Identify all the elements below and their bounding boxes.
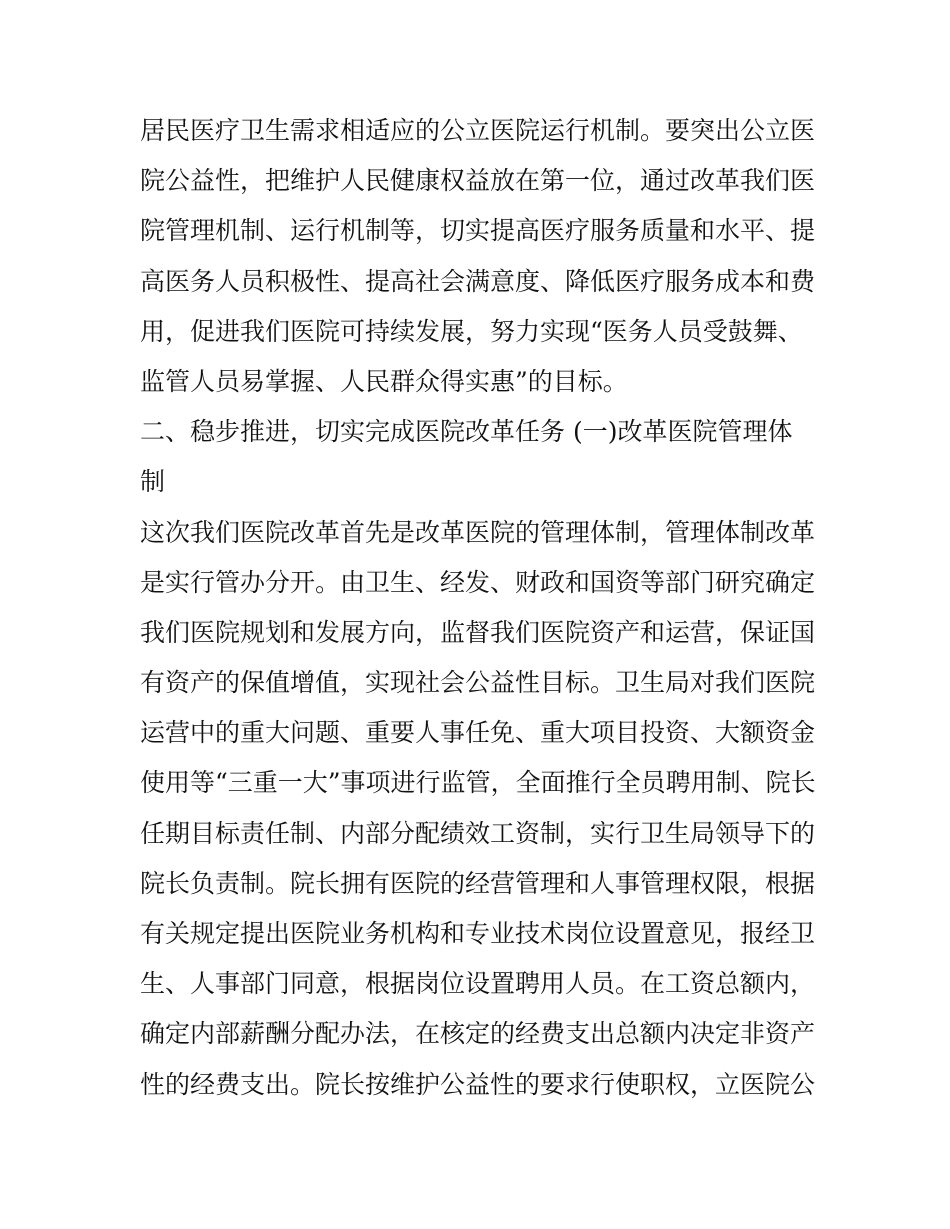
text-line: 院公益性，把维护人民健康权益放在第一位，通过改革我们医: [140, 166, 816, 196]
section-heading-line: 制: [140, 467, 166, 497]
text-line: 任期目标责任制、内部分配绩效工资制，实行卫生局领导下的: [140, 818, 816, 848]
text-line: 居民医疗卫生需求相适应的公立医院运行机制。要突出公立医: [140, 116, 816, 145]
text-line: 是实行管办分开。由卫生、经发、财政和国资等部门研究确定: [140, 567, 816, 597]
text-line: 有资产的保值增值，实现社会公益性目标。卫生局对我们医院: [140, 668, 816, 698]
text-line: 高医务人员积极性、提高社会满意度、降低医疗服务成本和费: [140, 266, 816, 296]
text-line: 有关规定提出医院业务机构和专业技术岗位设置意见，报经卫: [140, 919, 816, 948]
text-line: 用，促进我们医院可持续发展，努力实现“医务人员受鼓舞、: [140, 316, 803, 346]
text-line: 我们医院规划和发展方向，监督我们医院资产和运营，保证国: [140, 617, 816, 647]
section-heading-line: 二、稳步推进，切实完成医院改革任务 (一)改革医院管理体: [140, 417, 793, 447]
text-line: 监管人员易掌握、人民群众得实惠”的目标。: [140, 366, 628, 396]
body-text: [140, 106, 816, 1110]
text-line: 这次我们医院改革首先是改革医院的管理体制，管理体制改革: [140, 517, 816, 547]
text-line: 性的经费支出。院长按维护公益性的要求行使职权，立医院公: [140, 1069, 816, 1099]
text-line: 使用等“三重一大”事项进行监管，全面推行全员聘用制、院长: [140, 768, 816, 798]
text-line: 确定内部薪酬分配办法，在核定的经费支出总额内决定非资产: [140, 1019, 816, 1049]
text-line: 运营中的重大问题、重要人事任免、重大项目投资、大额资金: [140, 718, 816, 748]
text-line: 院长负责制。院长拥有医院的经营管理和人事管理权限，根据: [140, 868, 816, 898]
text-line: 生、人事部门同意，根据岗位设置聘用人员。在工资总额内，: [140, 969, 816, 999]
text-line: 院管理机制、运行机制等，切实提高医疗服务质量和水平、提: [140, 216, 816, 246]
